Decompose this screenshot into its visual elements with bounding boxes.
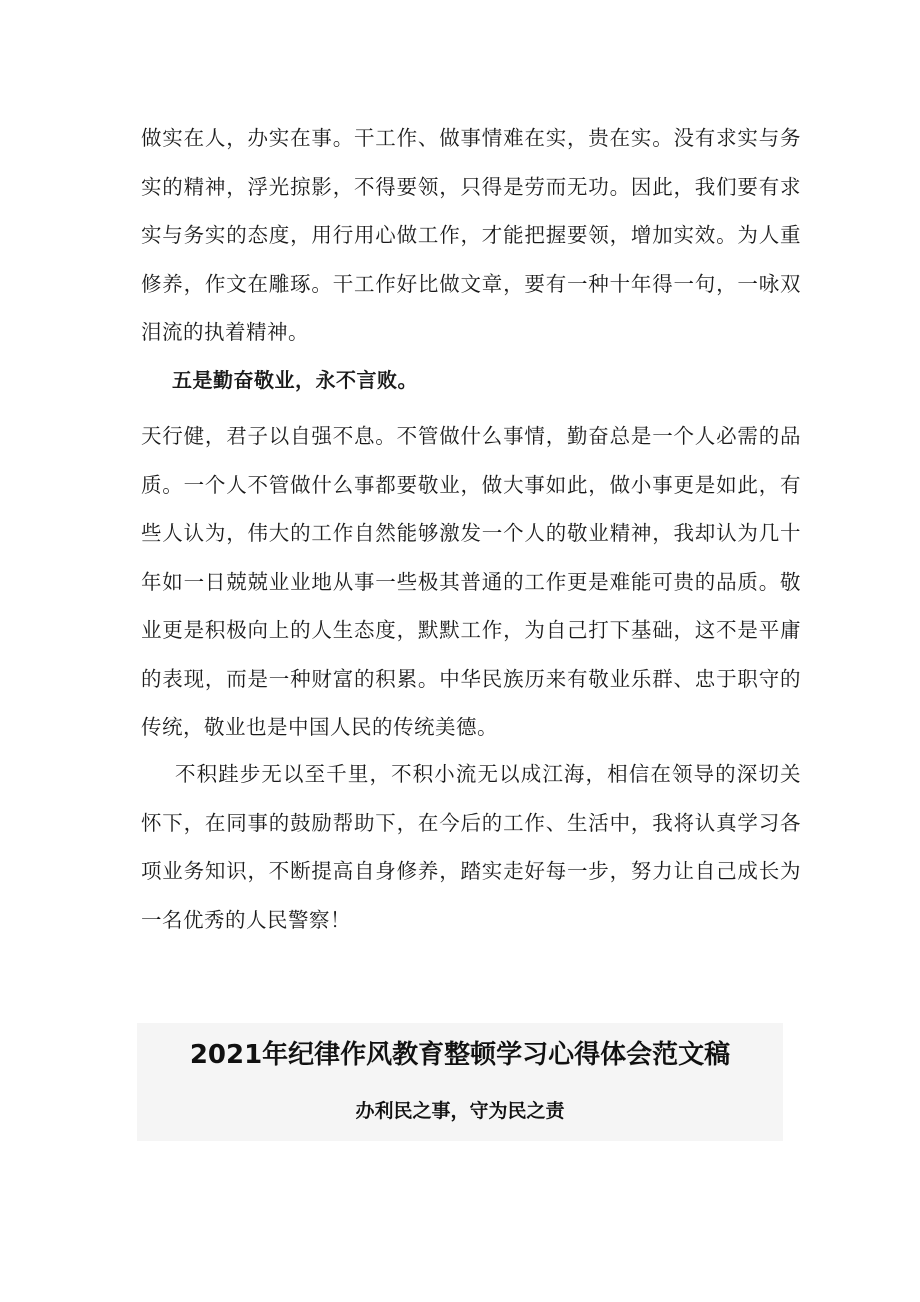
- body-paragraph-3: 不积跬步无以至千里，不积小流无以成江海，相信在领导的深切关怀下，在同事的鼓励帮助下，在今后的工作、生活中，我将认真学习各项业务知识，不断提高自身修养，踏实走好每一步，努力让自己成长为一名优秀的人民警察！: [141, 762, 801, 932]
- document-title: 2021年纪律作风教育整顿学习心得体会范文稿: [189, 1040, 731, 1070]
- body-paragraph-1: 做实在人，办实在事。干工作、做事情难在实，贵在实。没有求实与务实的精神，浮光掠影，不得要领，只得是劳而无功。因此，我们要有求实与务实的态度，用行用心做工作，才能把握要领，增加实效。为人重修养，作文在雕琢。干工作好比做文章，要有一种十年得一句，一咏双泪流的执着精神。: [141, 126, 801, 344]
- title-block: [137, 1023, 783, 1141]
- document-subtitle: 办利民之事，守为民之责: [355, 1100, 565, 1122]
- section-heading: 五是勤奋敬业，永不言败。: [172, 368, 418, 392]
- body-paragraph-2: 天行健，君子以自强不息。不管做什么事情，勤奋总是一个人必需的品质。一个人不管做什么事都要敬业，做大事如此，做小事更是如此，有些人认为，伟大的工作自然能够激发一个人的敬业精神，我却认为几十年如一日兢兢业业地从事一些极其普通的工作更是难能可贵的品质。敬业更是积极向上的人生态度，默默工作，为自己打下基础，这不是平庸的表现，而是一种财富的积累。中华民族历来有敬业乐群、忠于职守的传统，敬业也是中国人民的传统美德。: [141, 424, 801, 739]
